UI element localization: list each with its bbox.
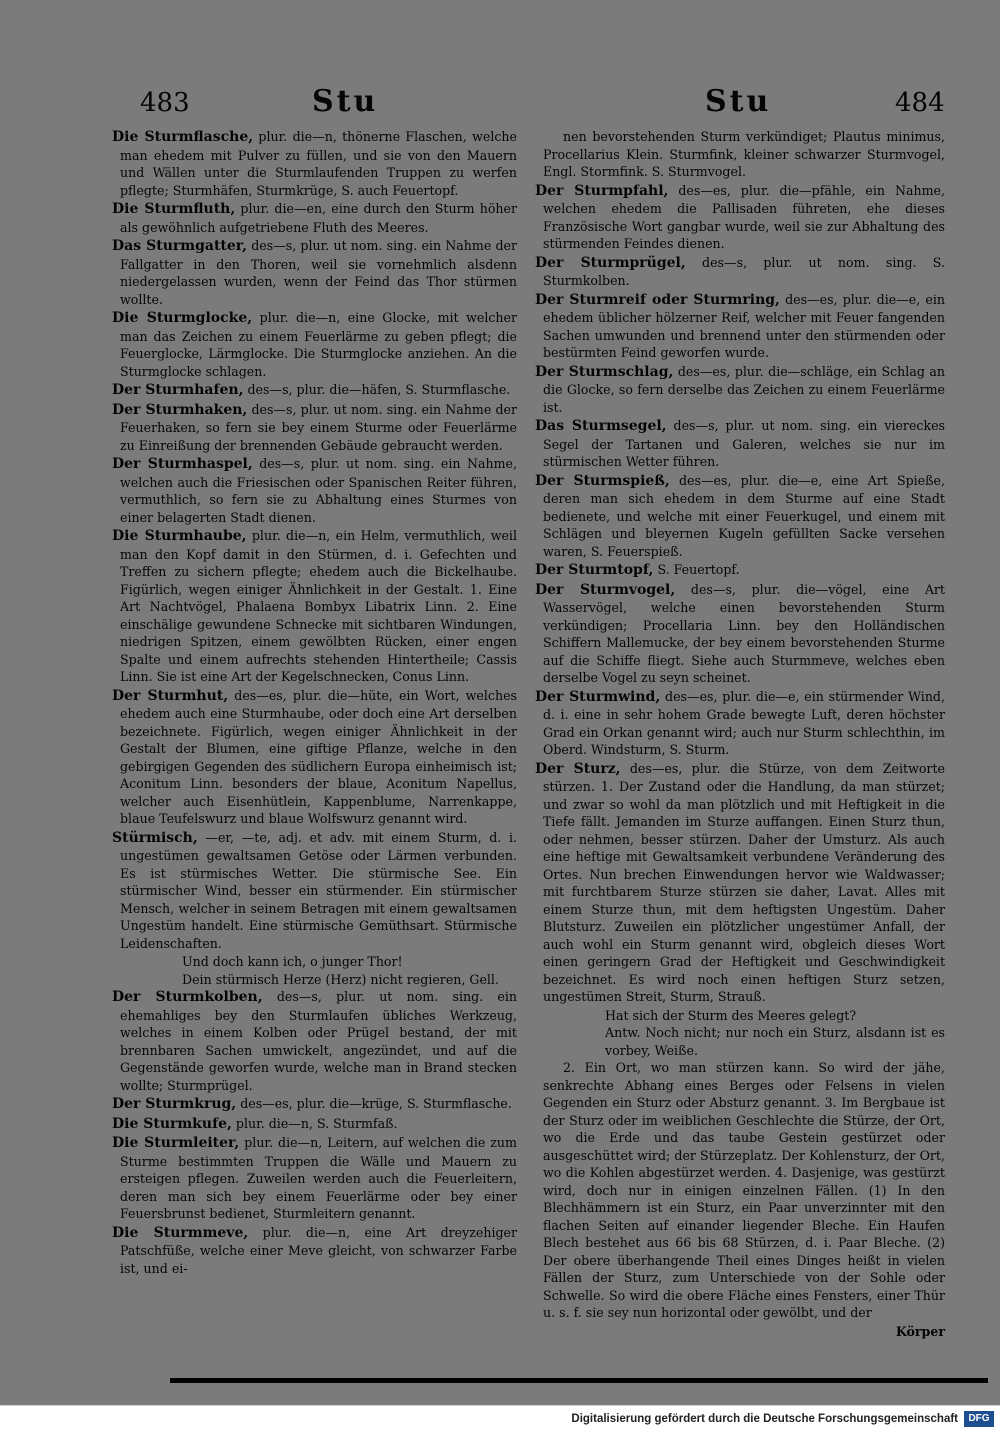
- entry-definition: des—es, plur. die—e, eine Art Spieße, deren man sich ehedem in dem Sturme auf eine Stadt bedienete, und welche mit einer Feuerkugel, und einem mit Schlägen und bleyernen Kugeln gefüllten Sacke versehen waren, S. Feuerspieß.: [543, 472, 945, 559]
- entry-headword: Die Sturmflasche,: [112, 129, 254, 145]
- entry-headword: Die Sturmglocke,: [112, 310, 253, 326]
- dictionary-entry: [112, 687, 517, 828]
- page-bottom-rule: [170, 1378, 988, 1383]
- entry-definition: des—s, plur. die—vögel, eine Art Wasservögel, welche einen bevorstehenden Sturm verkündigen; Procellaria Linn. bey den Holländischen Schiffern Mallemucke, der bey einem bevorstehenden Sturme auf die Schiffe fliegt. Siehe auch Sturmmeve, welches eben derselbe Vogel zu seyn scheinet.: [543, 581, 945, 685]
- continued-text: nen bevorstehenden Sturm verkündiget; Plautus minimus, Procellarius Klein. Sturmfink, kleiner schwarzer Sturmvogel, Engl. Stormfink. S. Sturmvogel.: [543, 129, 945, 179]
- entry-definition: des—s, plur. ut nom. sing. S. Sturmkolben.: [543, 254, 945, 288]
- quotation-line: Hat sich der Sturm des Meeres gelegt?: [605, 1007, 857, 1023]
- entry-definition: plur. die—n, eine Glocke, mit welcher man das Zeichen zu einem Feuerlärme zu geben pflegt; die Feuerglocke, Lärmglocke. Die Sturmglocke anziehen. An die Sturmglocke schlagen.: [120, 310, 517, 379]
- dictionary-entry: [535, 760, 945, 1006]
- entry-headword: Das Sturmgatter,: [112, 238, 248, 254]
- dictionary-entry: [535, 182, 945, 253]
- entry-headword: Die Sturmkufe,: [112, 1115, 232, 1132]
- entry-headword: Der Sturmschlag,: [535, 363, 674, 380]
- dictionary-entry: [112, 237, 517, 308]
- dictionary-entry: [535, 472, 945, 561]
- dictionary-entry: [112, 1224, 517, 1278]
- entry-headword: Der Sturmspieß,: [535, 472, 670, 489]
- entry-definition: des—s, plur. ut nom. sing. ein Nahme der Feuerhaken, so fern sie bey einem Sturme oder Feuerlärme zu Einreißung der brennenden Gebäude gebraucht werden.: [120, 401, 517, 453]
- right-column: [535, 128, 945, 1340]
- entry-headword: Der Sturmkolben,: [112, 989, 263, 1005]
- entry-definition: des—s, plur. ut nom. sing. ein viereckes Segel der Tartanen und Galeren, welches sie nur im stürmischen Wetter führen.: [543, 418, 945, 469]
- entry-definition: plur. die—n, ein Helm, vermuthlich, weil man den Kopf damit in den Stürmen, d. i. Gefechten und Treffen zu sichern pflegte; ehedem auch die Bickelhaube. Figürlich, wegen einiger Ähnlichkeit in der Gestalt. 1. Eine Art Nachtvögel, Phalaena Bombyx Libatrix Linn. 2. Eine einschälige gewundene Schnecke mit sichtbaren Windungen, niedrigen Spitzen, einem gewölbten Rücken, einer engen Spalte und einem aufrechts stehenden Hintertheile; Cassis Linn. Sie ist eine Art der Kegelschnecken, Conus Linn.: [120, 528, 517, 684]
- entry-definition: —er, —te, adj. et adv. mit einem Sturm, d. i. ungestümen gewaltsamen Getöse oder Lärmen verbunden. Es ist stürmisches Wetter. Die stürmische See. Ein stürmischer Wind, besser ein stürmender. Ein stürmischer Mensch, welcher in seinem Betragen mit einem gewaltsamen Ungestüm handelt. Eine stürmische Gemüthsart. Stürmische Leidenschaften.: [120, 829, 517, 951]
- left-column: [112, 128, 517, 1278]
- entry-headword: Der Sturmkrug,: [112, 1096, 237, 1112]
- dictionary-entry: [112, 381, 517, 400]
- entry-definition: plur. die—n, eine Art dreyzehiger Patschfüße, welche einer Meve gleicht, von schwarzer Farbe ist, und ei-: [120, 1224, 518, 1276]
- entry-headword: Der Sturmprügel,: [535, 254, 686, 271]
- dictionary-entry: [535, 417, 945, 471]
- quotation-line: Dein stürmisch Herze (Herz) nicht regieren, Gell.: [182, 971, 499, 987]
- dictionary-entry: [112, 988, 517, 1094]
- entry-definition: des—es, plur. die—e, ein ehedem üblicher hölzerner Reif, welcher mit Feuer fangenden Sachen umwunden und brennend unter den stürmenden oder bestürmten Feind geworfen wurde.: [543, 291, 945, 360]
- entry-headword: Der Sturmvogel,: [535, 581, 676, 598]
- dictionary-entry: [535, 561, 945, 580]
- dictionary-entry: [112, 128, 517, 199]
- entry-definition: des—s, plur. ut nom. sing. ein ehemahliges bey den Sturmlaufen übliches Werkzeug, welches in einem Kolben oder Prügel bestand, der mit brennbaren Sachen umwickelt, angezündet, und auf die Gegenstände geworfen wurde, welche man in Brand stecken wollte; Sturmprügel.: [120, 989, 517, 1093]
- quotation-line: Antw. Noch nicht; nur noch ein Sturz, alsdann ist es vorbey, Weiße.: [605, 1025, 945, 1058]
- entry-definition: des—es, plur. die—e, ein stürmender Wind, d. i. eine in sehr hohem Grade bewegte Luft, deren höchster Grad ein Orkan genannt wird; auch nur Sturm schlechthin, im Oberd. Windsturm, S. Sturm.: [543, 688, 945, 757]
- entry-definition: des—s, plur. die—häfen, S. Sturmflasche.: [247, 382, 511, 397]
- right-running-head: Stu: [705, 84, 772, 119]
- entry-headword: Der Sturmpfahl,: [535, 182, 669, 199]
- entry-definition: des—es, plur. die—krüge, S. Sturmflasche.: [240, 1096, 512, 1111]
- continued-text: 2. Ein Ort, wo man stürzen kann. So wird der jähe, senkrechte Abhang eines Berges oder Felsens in vielen Gegenden ein Sturz oder Absturz genannt. 3. Im Bergbaue ist der Sturz oder im weiblichen Geschlechte die Stürze, der Ort, wo die Erde und das taube Gestein gestürzet oder ausgeschüttet wird; der Stürzeplatz. Der Kohlensturz, der Ort, wo die Kohlen abgestürzet werden. 4. Dasjenige, was gestürzt wird, doch nur in einigen einzelnen Fällen. (1) In den Blechhämmern ist ein Sturz, ein Paar unverzinnter mit den flachen Seiten auf einander liegender Bleche. Ein Haufen Blech bestehet aus 66 bis 68 Stürzen, d. i. Paar Bleche. (2) Der obere überhangende Theil eines Dinges heißt in vielen Fällen der Sturz, zum Unterschiede von der Sohle oder Schwelle. So wird die obere Fläche eines Fensters, einer Thür u. s. f. sie sey nun horizontal oder gewölbt, und der: [543, 1060, 945, 1320]
- dictionary-entry: [535, 688, 945, 759]
- dictionary-entry: [535, 291, 945, 362]
- dictionary-entry: [112, 455, 517, 526]
- entry-definition: des—s, plur. ut nom. sing. ein Nahme, welchen auch die Friesischen oder Spanischen Reiter führen, vermuthlich, so fern sie zu Abhaltung eines Sturmes von einer belagerten Stadt dienen.: [120, 456, 517, 525]
- entry-definition: plur. die—en, eine durch den Sturm höher als gewöhnlich aufgetriebene Fluth des Meeres.: [120, 201, 517, 235]
- dictionary-entry: [112, 1095, 517, 1114]
- entry-headword: Die Sturmmeve,: [112, 1224, 249, 1241]
- dictionary-entry: [112, 527, 517, 686]
- dictionary-entry: [112, 1115, 517, 1134]
- entry-headword: Der Sturmreif oder Sturmring,: [535, 291, 780, 308]
- dictionary-entry: [112, 829, 517, 953]
- entry-definition: plur. die—n, S. Sturmfaß.: [235, 1115, 398, 1131]
- dictionary-entry: [112, 1134, 517, 1223]
- left-running-head: Stu: [312, 84, 379, 119]
- entry-definition: plur. die—n, Leitern, auf welchen die zum Sturme bestimmten Truppen die Wälle und Mauern zu ersteigen pflegen. Zuweilen werden auch die Feuerleitern, deren man sich bey einem Feuerlärme oder bey einer Feuersbrunst bedienet, Sturmleitern genannt.: [120, 1135, 517, 1221]
- entry-headword: Stürmisch,: [112, 829, 198, 846]
- entry-definition: S. Feuertopf.: [657, 562, 740, 577]
- left-page-number: 483: [140, 88, 190, 118]
- entry-headword: Der Sturmwind,: [535, 688, 661, 705]
- dictionary-entry: [112, 401, 517, 455]
- entry-headword: Der Sturmhaspel,: [112, 456, 253, 472]
- entry-definition: plur. die—n, thönerne Flaschen, welche man ehedem mit Pulver zu füllen, und sie von den Mauern und Wällen unter die Sturmlaufenden Truppen zu werfen pflegte; Sturmhäfen, Sturmkrüge, S. auch Feuertopf.: [120, 129, 517, 198]
- entry-definition: des—es, plur. die—pfähle, ein Nahme, welchen ehedem die Pallisaden führeten, ehe dieses Französische Wort gangbar wurde, weil sie zur Abhaltung des stürmenden Feindes dienen.: [543, 182, 945, 251]
- dictionary-entry: [535, 363, 945, 417]
- entry-headword: Der Sturmhut,: [112, 687, 229, 704]
- entry-headword: Der Sturmhaken,: [112, 401, 248, 418]
- entry-headword: Die Sturmleiter,: [112, 1135, 240, 1151]
- entry-headword: Der Sturz,: [535, 760, 621, 777]
- right-page-number: 484: [895, 88, 945, 118]
- entry-definition: des—es, plur. die—hüte, ein Wort, welches ehedem auch eine Sturmhaube, oder doch eine Art derselben bezeichnete. Figürlich, wegen einiger Ähnlichkeit in der Gestalt der Blumen, eine giftige Pflanze, welche in den gebirgigen Gegenden des südlichern Europa einheimisch ist; Aconitum Linn. besonders der blaue, Aconitum Napellus, welcher auch Eisenhütlein, Kappenblume, Narrenkappe, blaue Teufelswurz und blaue Wolfswurz genannt wird.: [120, 687, 517, 826]
- dictionary-entry: [112, 309, 517, 380]
- dfg-logo[interactable]: DFG: [964, 1411, 994, 1427]
- entry-headword: Der Sturmtopf,: [535, 562, 654, 578]
- quotation-line: Und doch kann ich, o junger Thor!: [182, 954, 403, 969]
- credit-text: Digitalisierung gefördert durch die Deutsche Forschungsgemeinschaft: [571, 1413, 958, 1425]
- entry-headword: Der Sturmhafen,: [112, 382, 244, 398]
- dictionary-entry: [112, 200, 517, 236]
- entry-definition: des—es, plur. die Stürze, von dem Zeitworte stürzen. 1. Der Zustand oder die Handlung, da man stürzet; und zwar so wohl da man plötzlich und mit Heftigkeit in die Tiefe fällt. Jemanden im Sturze auffangen. Einen Sturz thun, oder nehmen, besser stürzen. Daher der Umsturz. Als auch eine heftige mit Gewaltsamkeit verbundene Veränderung des Ortes. Nun brechen Einwendungen hervor wie Waldwasser; mit furchtbarem Sturze stürzen sie daher, Lavat. Alles mit einem Sturze thun, mit dem heftigsten Ungestüm. Daher Blutsturz. Zuweilen ein plötzlicher ungestümer Anfall, der auch wohl ein Sturm genannt wird, obgleich dieses Wort einen geringern Grad der Heftigkeit und Geschwindigkeit bezeichnet. Es wird noch einen heftigen Sturz setzen, ungestümen Streit, Sturm, Strauß.: [543, 760, 945, 1004]
- entry-headword: Die Sturmfluth,: [112, 201, 236, 217]
- entry-headword: Die Sturmhaube,: [112, 528, 247, 544]
- footer-credit-bar: [0, 1405, 1000, 1433]
- catchword: Körper: [895, 1323, 945, 1339]
- entry-definition: des—es, plur. die—schläge, ein Schlag an die Glocke, so fern derselbe das Zeichen zu einem Feuerlärme ist.: [543, 363, 945, 415]
- entry-definition: des—s, plur. ut nom. sing. ein Nahme der Fallgatter in den Thoren, weil sie vornehmlich alsdenn niedergelassen wurden, wenn der Feind das Thor stürmen wollte.: [120, 238, 517, 307]
- entry-headword: Das Sturmsegel,: [535, 418, 667, 434]
- dictionary-entry: [535, 254, 945, 290]
- dictionary-entry: [535, 581, 945, 687]
